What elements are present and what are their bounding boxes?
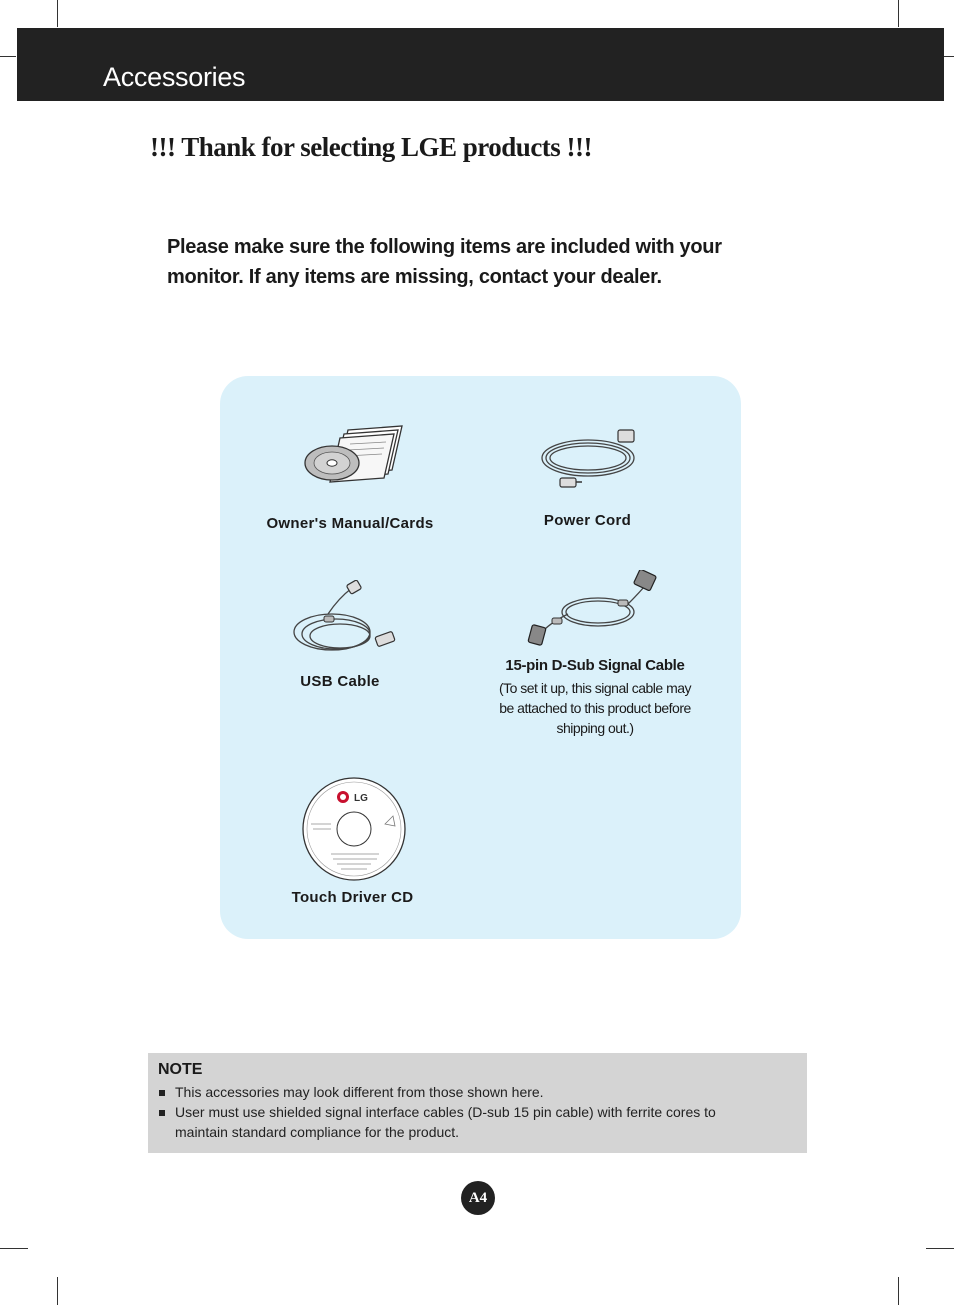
note-item-text: maintain standard compliance for the product. (175, 1124, 460, 1140)
note-item (158, 1082, 758, 1102)
power-cord-label: Power Cord (543, 512, 632, 529)
power-cord-icon (538, 426, 642, 488)
dsub-note-line: be attached to this product before (499, 700, 691, 716)
usb-cable-icon (288, 580, 400, 664)
crop-mark (57, 0, 58, 27)
dsub-note-line: (To set it up, this signal cable may (498, 680, 692, 696)
intro-line: monitor. If any items are missing, contact your dealer. (167, 266, 662, 288)
note-title: NOTE (158, 1061, 203, 1078)
note-box (148, 1053, 807, 1153)
crop-mark (0, 56, 16, 57)
touch-driver-cd-icon (301, 776, 407, 882)
lg-logo-text: LG (354, 793, 368, 804)
header-bar (17, 28, 944, 101)
note-item (158, 1102, 758, 1142)
dsub-cable-note (475, 678, 715, 738)
manual-cd-icon (302, 422, 406, 484)
dsub-cable-label: 15-pin D-Sub Signal Cable (505, 657, 685, 674)
crop-mark (898, 0, 899, 27)
note-list (158, 1082, 758, 1142)
usb-cable-label: USB Cable (300, 673, 380, 690)
crop-mark (898, 1277, 899, 1305)
crop-mark (926, 1248, 954, 1249)
accessories-panel (220, 376, 741, 939)
crop-mark (944, 56, 954, 57)
note-item-text: This accessories may look different from those shown here. (175, 1084, 544, 1100)
section-title: Accessories (103, 62, 246, 92)
page-number-badge: A4 (461, 1181, 495, 1215)
intro-paragraph (167, 232, 787, 292)
dsub-note-line: shipping out.) (556, 720, 634, 736)
bullet-icon (159, 1090, 165, 1096)
touch-driver-cd-label: Touch Driver CD (291, 889, 414, 906)
note-item-text: User must use shielded signal interface cables (D-sub 15 pin cable) with ferrite cores to (175, 1104, 716, 1120)
thanks-heading: !!! Thank for selecting LGE products !!! (150, 132, 593, 162)
intro-line: Please make sure the following items are included with your (167, 236, 722, 258)
crop-mark (57, 1277, 58, 1305)
manual-label: Owner's Manual/Cards (266, 515, 434, 532)
bullet-icon (159, 1110, 165, 1116)
crop-mark (0, 1248, 28, 1249)
dsub-cable-icon (524, 570, 658, 650)
